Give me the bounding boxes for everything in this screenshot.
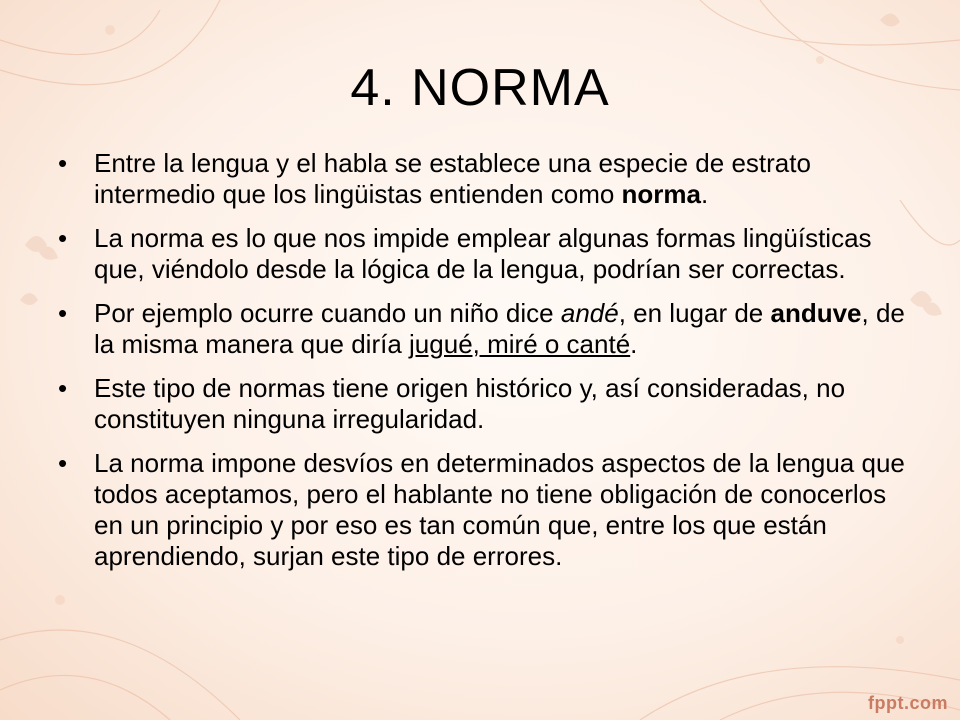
bullet-item	[58, 448, 908, 572]
bullet-text: .	[630, 329, 638, 359]
bullet-marker: •	[58, 298, 68, 328]
bullet-text: , de la misma manera que diría	[94, 298, 905, 359]
bullet-text: , en lugar de	[618, 298, 771, 328]
watermark-logo: fppt.com	[868, 693, 948, 713]
bullet-text: .	[701, 179, 709, 209]
bullet-marker: •	[58, 448, 68, 478]
bullet-text: La norma impone desvíos en determinados aspectos de la lengua que todos aceptamos, pero el hablante no tiene obligación de conocerlos en un principio y por eso es tan común que, entre los que están aprendiendo, surjan este tipo de errores.	[94, 448, 905, 571]
underlined-examples: jugué, miré o canté	[409, 329, 631, 359]
bullet-marker: •	[58, 373, 68, 403]
bullet-text: La norma es lo que nos impide emplear algunas formas lingüísticas que, viéndolo desde la lógica de la lengua, podrían ser correctas.	[94, 223, 872, 284]
italic-term-ande: andé	[560, 298, 619, 328]
bullet-list	[58, 148, 908, 585]
bullet-marker: •	[58, 223, 68, 253]
bullet-item	[58, 223, 908, 285]
bullet-text: Por ejemplo ocurre cuando un niño dice	[94, 298, 561, 328]
bullet-text: Entre la lengua y el habla se establece una especie de estrato intermedio que los lingüistas entienden como	[94, 148, 811, 209]
bullet-item	[58, 373, 908, 435]
slide-title: 4. NORMA	[350, 59, 610, 117]
bullet-text: Este tipo de normas tiene origen histórico y, así consideradas, no constituyen ninguna irregularidad.	[94, 373, 846, 434]
bold-term-anduve: anduve	[770, 298, 862, 328]
bold-term-norma: norma	[621, 179, 702, 209]
bullet-item	[58, 148, 908, 210]
bullet-item	[58, 298, 908, 360]
bullet-marker: •	[58, 148, 68, 178]
